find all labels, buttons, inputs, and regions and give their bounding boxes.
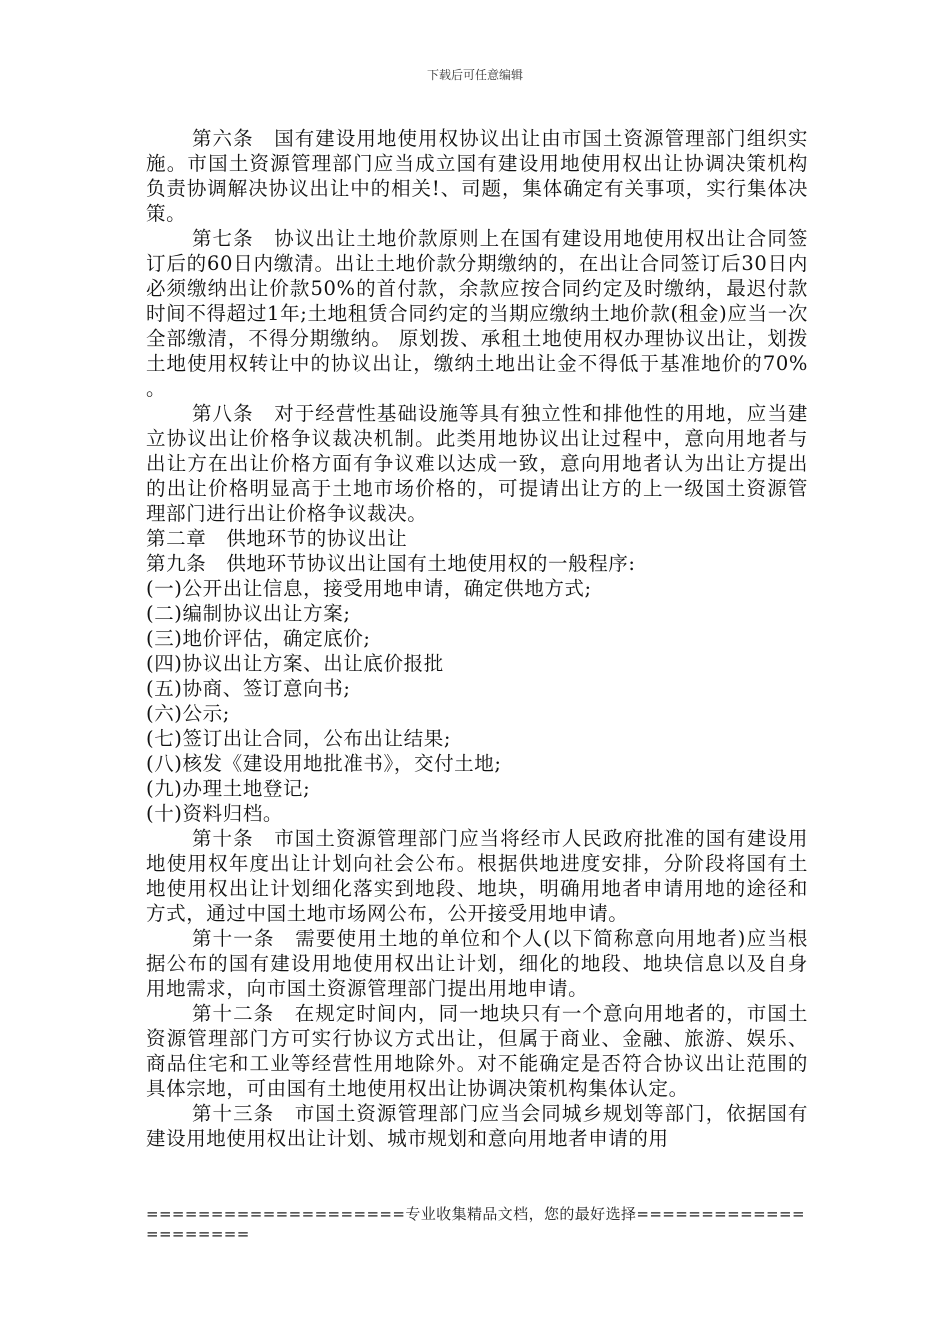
procedure-step: (五)协商、签订意向书; [146, 677, 351, 700]
chapter-2-heading: 第二章 供地环节的协议出让 [146, 527, 408, 550]
procedure-step: (六)公示; [146, 702, 230, 725]
article-9-heading: 第九条 供地环节协议出让国有土地使用权的一般程序: [146, 552, 636, 575]
document-body [146, 126, 808, 1151]
procedure-step: (八)核发《建设用地批准书》，交付土地; [146, 752, 502, 775]
procedure-step: (七)签订出让合同，公布出让结果; [146, 727, 451, 750]
article-12-paragraph: 第十二条 在规定时间内，同一地块只有一个意向用地者的，市国土资源管理部门方可实行协议方式出让，但属于商业、金融、旅游、娱乐、商品住宅和工业等经营性用地除外。对不能确定是否符合协议出让范围的具体宗地，可由国有土地使用权出让协调决策机构集体认定。 [146, 1002, 808, 1100]
page-footer: ====================专业收集精品文档，您的最好选择===================== [146, 1205, 805, 1243]
procedure-step: (十)资料归档。 [146, 802, 284, 825]
article-6-paragraph: 第六条 国有建设用地使用权协议出让由市国土资源管理部门组织实施。市国土资源管理部门应当成立国有建设用地使用权出让协调决策机构负责协调解决协议出让中的相关!、司题，集体确定有关事项，实行集体决策。 [146, 127, 808, 225]
article-7-paragraph: 第七条 协议出让土地价款原则上在国有建设用地使用权出让合同签订后的60日内缴清。出让土地价款分期缴纳的，在出让合同签订后30日内必须缴纳出让价款50%的首付款，余款应按合同约定及时缴纳，最迟付款时间不得超过1年;土地租赁合同约定的当期应缴纳土地价款(租金)应当一次全部缴清，不得分期缴纳。 原划拨、承租土地使用权办理协议出让，划拨土地使用权转让中的协议出让，缴纳土地出让金不得低于基准地价的70% 。 [146, 227, 808, 400]
page-header: 下载后可任意编辑 [426, 68, 523, 82]
procedure-step: (一)公开出让信息，接受用地申请，确定供地方式; [146, 577, 592, 600]
article-11-paragraph: 第十一条 需要使用土地的单位和个人(以下简称意向用地者)应当根据公布的国有建设用地使用权出让计划，细化的地段、地块信息以及自身用地需求，向市国土资源管理部门提出用地申请。 [146, 927, 808, 1000]
article-10-paragraph: 第十条 市国土资源管理部门应当将经市人民政府批准的国有建设用地使用权年度出让计划向社会公布。根据供地进度安排，分阶段将国有土地使用权出让计划细化落实到地段、地块，明确用地者申请用地的途径和方式，通过中国土地市场网公布，公开接受用地申请。 [146, 827, 808, 925]
procedure-step: (九)办理土地登记; [146, 777, 311, 800]
article-13-paragraph: 第十三条 市国土资源管理部门应当会同城乡规划等部门，依据国有建设用地使用权出让计划、城市规划和意向用地者申请的用 [146, 1102, 808, 1150]
procedure-step: (四)协议出让方案、出让底价报批 [146, 652, 444, 675]
article-8-paragraph: 第八条 对于经营性基础设施等具有独立性和排他性的用地，应当建立协议出让价格争议裁决机制。此类用地协议出让过程中，意向用地者与出让方在出让价格方面有争议难以达成一致，意向用地者认为出让方提出的出让价格明显高于土地市场价格的，可提请出让方的上一级国土资源管理部门进行出让价格争议裁决。 [146, 402, 808, 525]
procedure-step: (二)编制协议出让方案; [146, 602, 351, 625]
procedure-step: (三)地价评估，确定底价; [146, 627, 371, 650]
